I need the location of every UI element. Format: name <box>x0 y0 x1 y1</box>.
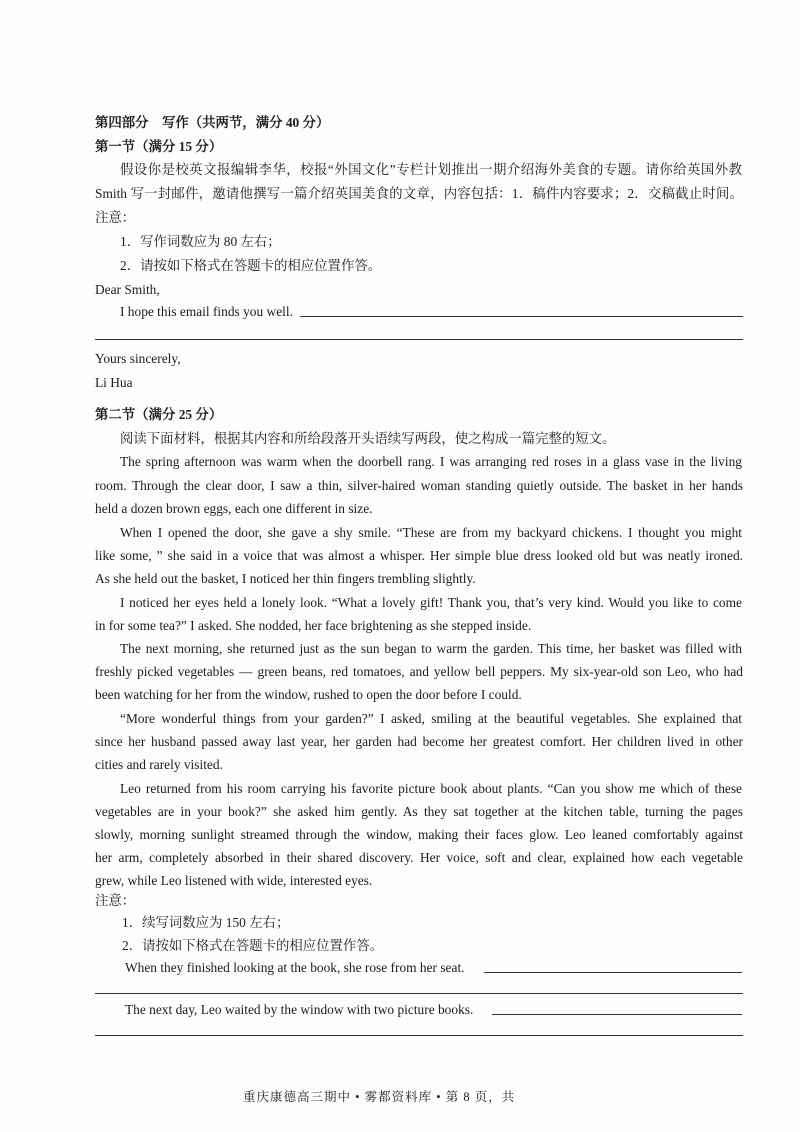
letter-signature: Li Hua <box>95 375 133 390</box>
section-title: 第四部分 写作（共两节，满分 40 分） <box>95 115 330 130</box>
story-line: her arm, completely absorbed in their shared discovery. Her voice, soft and clear, explained how each vegetable <box>95 850 743 865</box>
part1-title: 第一节（满分 15 分） <box>95 139 223 154</box>
part1-notes-label: 注意： <box>95 210 136 225</box>
answer-line <box>300 316 743 317</box>
part1-prompt-line2: Smith 写一封邮件，邀请他撰写一篇介绍英国美食的文章，内容包括：1．稿件内容要求；2．交稿截止时间。 <box>95 186 743 201</box>
story-line: held a dozen brown eggs, each one different in size. <box>95 501 373 516</box>
part2-note-2: 2．请按如下格式在答题卡的相应位置作答。 <box>122 938 384 953</box>
story-line: been watching for her from the window, rushed to open the door before I could. <box>95 687 522 702</box>
continuation-para1-start: When they finished looking at the book, she rose from her seat. <box>125 960 465 975</box>
part1-note-2: 2．请按如下格式在答题卡的相应位置作答。 <box>120 258 382 273</box>
part2-note-1: 1．续写词数应为 150 左右； <box>122 915 290 930</box>
story-line: freshly picked vegetables — green beans, red tomatoes, and yellow bell peppers. My six-year-old son Leo, who had <box>95 664 743 679</box>
story-line: like some, ” she said in a voice that was almost a whisper. Her simple blue dress looked old but was neatly ironed. <box>95 548 743 563</box>
letter-greeting: Dear Smith, <box>95 282 160 297</box>
part2-notes-label: 注意： <box>95 893 136 908</box>
story-line: When I opened the door, she gave a shy smile. “These are from my backyard chickens. I thought you might <box>120 525 742 540</box>
story-line: I noticed her eyes held a lonely look. “What a lovely gift! Thank you, that’s very kind. Would you like to come <box>120 595 742 610</box>
story-line: slowly, morning sunlight streamed through the window, making their faces glow. Leo leaned comfortably against <box>95 827 743 842</box>
story-line: grew, while Leo listened with wide, interested eyes. <box>95 873 373 888</box>
part2-title: 第二节（满分 25 分） <box>95 407 223 422</box>
page-footer: 重庆康德高三期中 • 雾都资料库 • 第 8 页，共 <box>243 1090 516 1104</box>
continuation-para2-start: The next day, Leo waited by the window with two picture books. <box>125 1002 474 1017</box>
answer-line <box>484 972 742 973</box>
part1-prompt-line1: 假设你是校英文报编辑李华，校报“外国文化”专栏计划推出一期介绍海外美食的专题。请你给英国外教 <box>120 162 742 177</box>
part2-instruction: 阅读下面材料，根据其内容和所给段落开头语续写两段，使之构成一篇完整的短文。 <box>120 431 616 446</box>
part1-note-1: 1．写作词数应为 80 左右； <box>120 234 281 249</box>
story-line: “More wonderful things from your garden?” I asked, smiling at the beautiful vegetables. She explained that <box>120 711 742 726</box>
letter-opening: I hope this email finds you well. <box>120 304 293 319</box>
answer-line <box>492 1014 742 1015</box>
story-line: As she held out the basket, I noticed her thin fingers trembling slightly. <box>95 571 476 586</box>
story-line: The next morning, she returned just as the sun began to warm the garden. This time, her basket was filled with <box>120 641 742 656</box>
answer-line <box>95 993 743 994</box>
answer-line <box>95 339 743 340</box>
story-line: in for some tea?” I asked. She nodded, her face brightening as she stepped inside. <box>95 618 532 633</box>
story-line: The spring afternoon was warm when the doorbell rang. I was arranging red roses in a glass vase in the living <box>120 454 742 469</box>
letter-closing: Yours sincerely, <box>95 351 181 366</box>
story-line: cities and rarely visited. <box>95 757 223 772</box>
story-line: room. Through the clear door, I saw a thin, silver-haired woman standing quietly outside. The basket in her hands <box>95 478 743 493</box>
story-line: vegetables are in your book?” she asked him gently. As they sat together at the kitchen table, turning the pages <box>95 804 743 819</box>
story-line: Leo returned from his room carrying his favorite picture book about plants. “Can you show me which of these <box>120 781 742 796</box>
story-line: since her husband passed away last year, her garden had become her greatest comfort. Her children lived in other <box>95 734 743 749</box>
answer-line <box>95 1035 743 1036</box>
